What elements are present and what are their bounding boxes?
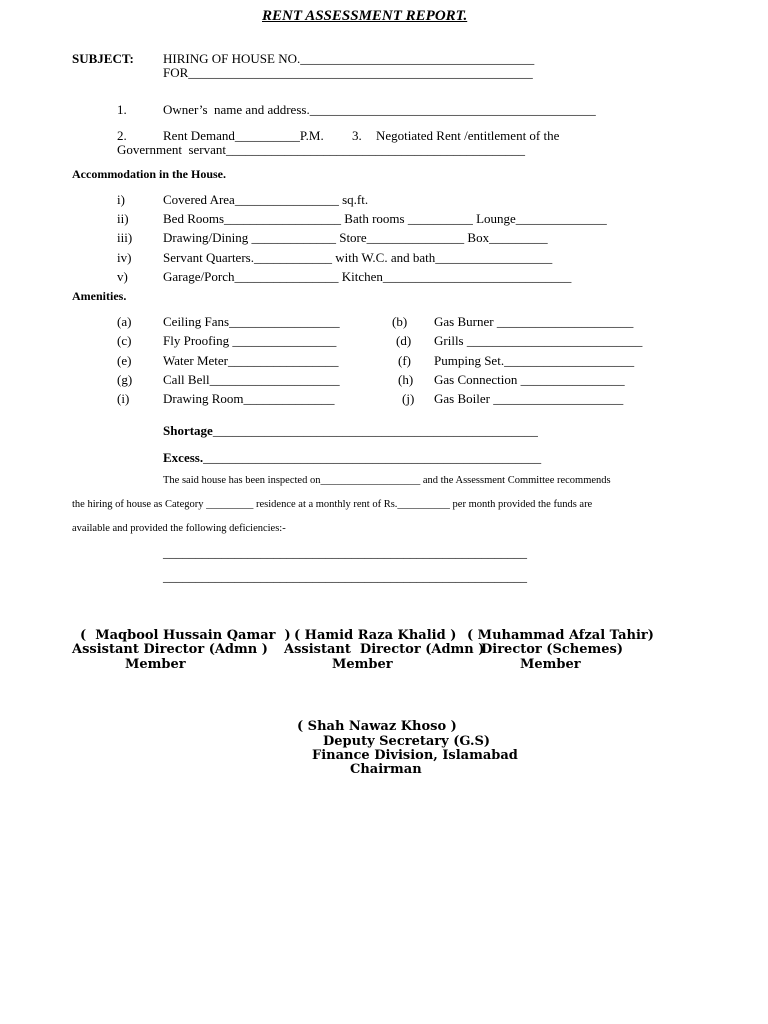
signatory-name: ( Muhammad Afzal Tahir) bbox=[467, 628, 654, 643]
amenity-field: Fly Proofing ________________ bbox=[163, 333, 337, 348]
accommodation-number: iii) bbox=[117, 230, 133, 245]
amenity-number: (g) bbox=[117, 372, 133, 387]
signatory-designation: Assistant Director (Admn ) bbox=[72, 642, 268, 657]
chairman-role: Chairman bbox=[350, 762, 422, 777]
excess-label: Excess. bbox=[163, 450, 204, 465]
amenities-heading: Amenities. bbox=[72, 289, 127, 303]
amenity-number: (b) bbox=[392, 314, 408, 329]
signatory-role: Member bbox=[332, 657, 393, 672]
chairman-name: ( Shah Nawaz Khoso ) bbox=[297, 719, 457, 734]
amenity-number: (f) bbox=[398, 353, 411, 368]
amenity-number: (e) bbox=[117, 353, 132, 368]
signatory-name: ( Maqbool Hussain Qamar ) bbox=[80, 628, 291, 643]
amenity-number: (i) bbox=[117, 391, 130, 406]
accommodation-row: Covered Area________________ sq.ft. bbox=[163, 192, 369, 207]
shortage-line: __________________________________________________ bbox=[212, 423, 538, 438]
amenity-field: Call Bell____________________ bbox=[163, 372, 340, 387]
chairman-office: Finance Division, Islamabad bbox=[312, 748, 518, 763]
shortage-label: Shortage bbox=[163, 423, 213, 438]
accommodation-number: i) bbox=[117, 192, 125, 207]
amenity-field: Gas Connection ________________ bbox=[434, 372, 625, 387]
accommodation-row: Garage/Porch________________ Kitchen_____________________________ bbox=[163, 269, 572, 284]
excess-field bbox=[163, 450, 541, 466]
amenity-field: Water Meter_________________ bbox=[163, 353, 339, 368]
recommendation-line-1: The said house has been inspected on___________________ and the Assessment Committee recommends bbox=[163, 475, 611, 486]
recommendation-line-2: the hiring of house as Category _________ residence at a monthly rent of Rs.__________ per month provided the funds are bbox=[72, 499, 593, 510]
amenity-field: Pumping Set.____________________ bbox=[434, 353, 635, 368]
amenity-field: Gas Burner _____________________ bbox=[434, 314, 634, 329]
amenity-number: (j) bbox=[402, 391, 415, 406]
accommodation-number: iv) bbox=[117, 250, 132, 265]
amenity-field: Grills ___________________________ bbox=[434, 333, 643, 348]
accommodation-row: Drawing/Dining _____________ Store_______________ Box_________ bbox=[163, 230, 548, 245]
shortage-field bbox=[163, 423, 538, 439]
amenity-number: (a) bbox=[117, 314, 132, 329]
excess-line: ____________________________________________________ bbox=[203, 450, 542, 465]
amenity-number: (d) bbox=[396, 333, 412, 348]
owner-field: Owner’s name and address.____________________________________________ bbox=[163, 102, 596, 117]
rent-demand-number: 2. bbox=[117, 128, 127, 143]
amenity-number: (h) bbox=[398, 372, 414, 387]
signatory-role: Member bbox=[125, 657, 186, 672]
signatory-role: Member bbox=[520, 657, 581, 672]
accommodation-row: Bed Rooms__________________ Bath rooms __________ Lounge______________ bbox=[163, 211, 607, 226]
recommendation-line-3: available and provided the following deficiencies:- bbox=[72, 523, 286, 534]
amenity-field: Ceiling Fans_________________ bbox=[163, 314, 340, 329]
accommodation-number: ii) bbox=[117, 211, 129, 226]
accommodation-number: v) bbox=[117, 269, 128, 284]
negotiated-rent-label: Negotiated Rent /entitlement of the bbox=[376, 128, 560, 143]
owner-number: 1. bbox=[117, 102, 127, 117]
amenity-field: Gas Boiler ____________________ bbox=[434, 391, 624, 406]
amenity-number: (c) bbox=[117, 333, 132, 348]
subject-label: SUBJECT: bbox=[72, 51, 134, 66]
accommodation-row: Servant Quarters.____________ with W.C. and bath__________________ bbox=[163, 250, 553, 265]
deficiency-line: ________________________________________________________ bbox=[163, 545, 527, 560]
accommodation-heading: Accommodation in the House. bbox=[72, 167, 226, 181]
signatory-designation: Director (Schemes) bbox=[481, 642, 623, 657]
negotiated-rent-number: 3. bbox=[352, 128, 362, 143]
chairman-designation: Deputy Secretary (G.S) bbox=[323, 734, 491, 749]
rent-demand-field: Rent Demand__________P.M. bbox=[163, 128, 324, 143]
subject-line-for: FOR_____________________________________________________ bbox=[163, 65, 533, 80]
government-servant-field: Government servant______________________________________________ bbox=[117, 142, 526, 157]
subject-line-house: HIRING OF HOUSE NO.____________________________________ bbox=[163, 51, 535, 66]
page-title: RENT ASSESSMENT REPORT. bbox=[262, 8, 468, 24]
signatory-designation: Assistant Director (Admn ) bbox=[284, 642, 485, 657]
deficiency-line: ________________________________________________________ bbox=[163, 569, 527, 584]
signatory-name: ( Hamid Raza Khalid ) bbox=[294, 628, 457, 643]
amenity-field: Drawing Room______________ bbox=[163, 391, 335, 406]
